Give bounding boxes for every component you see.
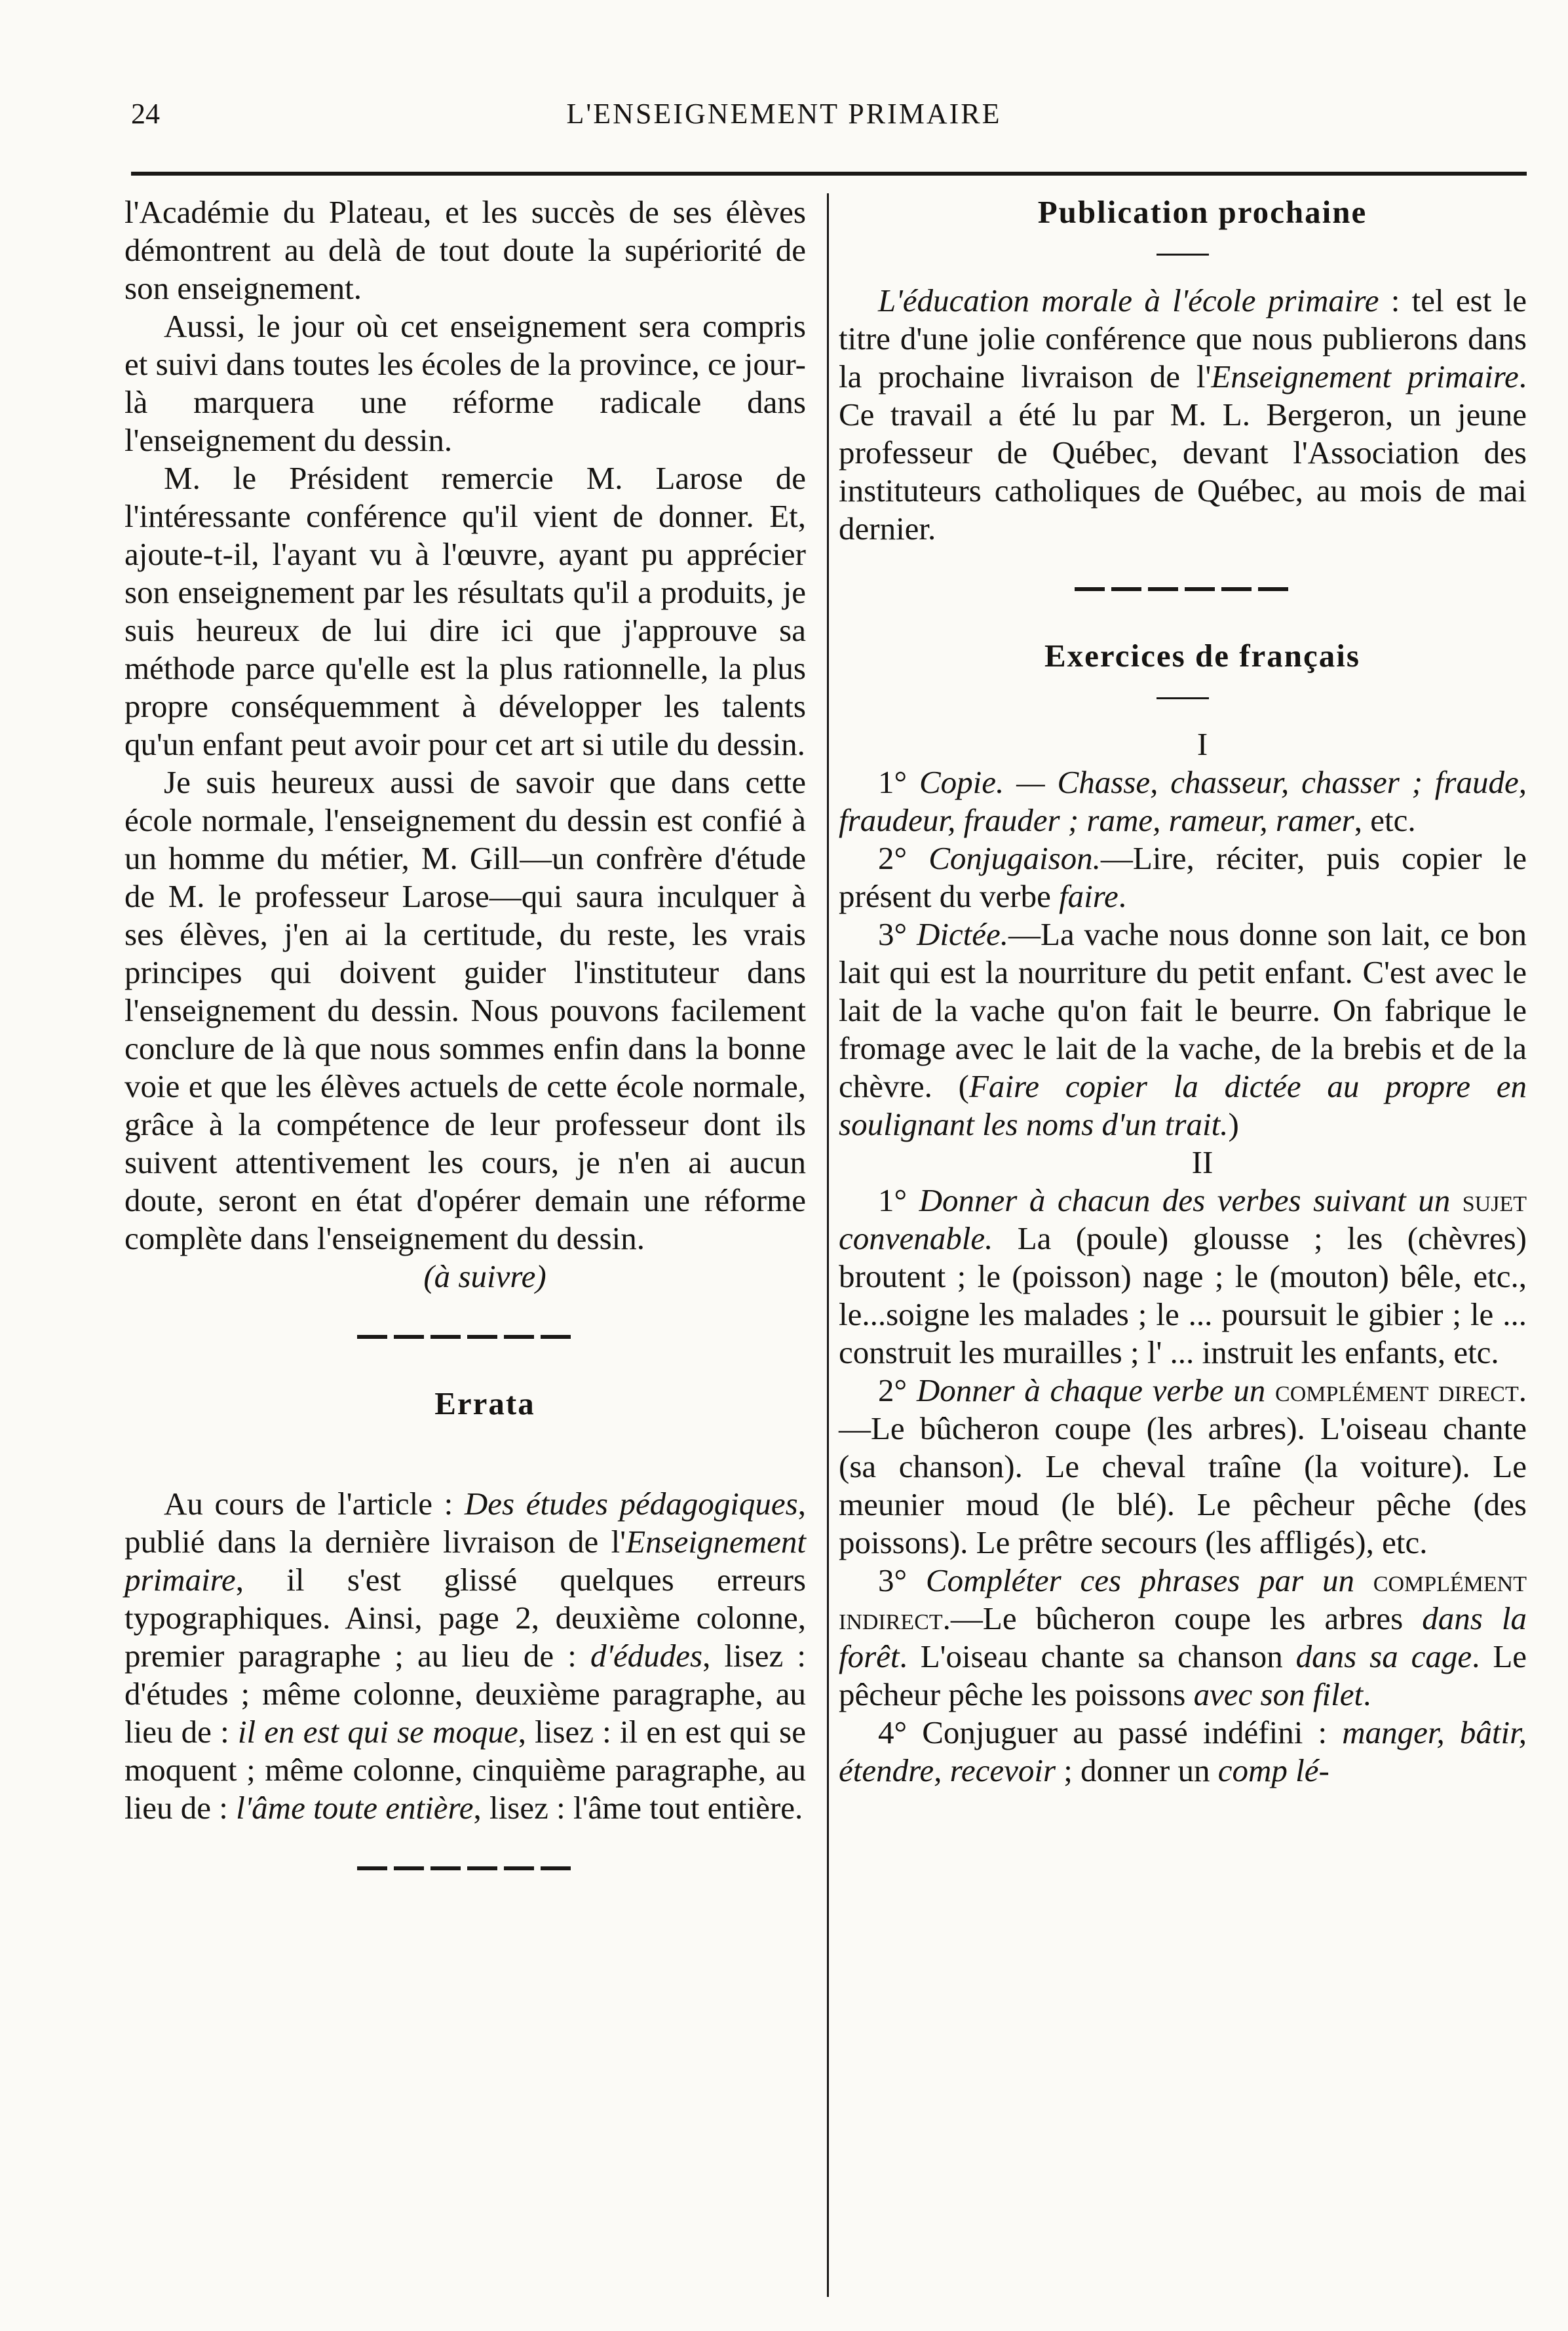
- running-title: L'ENSEIGNEMENT PRIMAIRE: [566, 98, 1002, 130]
- right-column: [839, 193, 1527, 1790]
- paragraph: Aussi, le jour où cet enseignement sera compris et suivi dans toutes les écoles de la province, ce jour-là marquera une réforme radicale dans l'enseignement du dessin.: [124, 308, 806, 458]
- page-header: [0, 97, 1568, 143]
- exercises-heading: Exercices de français: [1044, 638, 1360, 674]
- section-numeral: II: [1191, 1144, 1214, 1180]
- to-be-continued: (à suivre): [423, 1258, 546, 1294]
- errata-paragraph: Au cours de l'article : Des études pédagogiques, publié dans la dernière livraison de l'Enseignement primaire, il s'est glissé quelques erreurs typographiques. Ainsi, page 2, deuxième colonne, premier paragraphe ; au lieu de : d'édudes, lisez : d'études ; même colonne, deuxième paragraphe, au lieu de : il en est qui se moque, lisez : il en est qui se moquent ; même colonne, cinquième paragraphe, au lieu de : l'âme toute entière, lisez : l'âme tout entière.: [124, 1486, 806, 1826]
- publication-heading: Publication prochaine: [1037, 194, 1367, 230]
- exercise-item: 1° Copie. — Chasse, chasseur, chasser ; fraude, fraudeur, frauder ; rame, rameur, ramer, etc.: [839, 764, 1527, 838]
- left-column: [124, 193, 806, 1916]
- exercise-item: 2° Donner à chaque verbe un complément direct.—Le bûcheron coupe (les arbres). L'oiseau chante (sa chanson). Le cheval traîne (la voiture). Le meunier moud (le blé). Le pêcheur pêche (des poissons). Le prêtre secours (les affligés), etc.: [839, 1372, 1527, 1560]
- column-divider: [827, 193, 829, 2297]
- exercise-item: 3° Dictée.—La vache nous donne son lait, ce bon lait qui est la nourriture du petit enfant. C'est avec le lait de la vache qu'on fait le beurre. On fabrique le fromage avec le lait de la vache, de la brebis et de la chèvre. (Faire copier la dictée au propre en soulignant les noms d'un trait.): [839, 916, 1527, 1142]
- exercise-item: 2° Conjugaison.—Lire, réciter, puis copier le présent du verbe faire.: [839, 840, 1527, 914]
- exercise-item: 4° Conjuguer au passé indéfini : manger, bâtir, étendre, recevoir ; donner un comp lé-: [839, 1714, 1527, 1788]
- errata-heading: Errata: [434, 1385, 535, 1421]
- paragraph: l'Académie du Plateau, et les succès de ses élèves démontrent au delà de tout doute la supériorité de son enseignement.: [124, 194, 806, 306]
- section-dash: [1157, 697, 1209, 699]
- section-dash: [1157, 254, 1209, 256]
- section-numeral: I: [1196, 726, 1208, 762]
- paragraph: M. le Président remercie M. Larose de l'intéressante conférence qu'il vient de donner. Et, ajoute-t-il, l'ayant vu à l'œuvre, ayant pu apprécier son enseignement par les résultats qu'il a produits, je suis heureux de lui dire ici que j'approuve sa méthode parce qu'elle est la plus rationnelle, la plus propre conséquemment à développer les talents qu'un enfant peut avoir pour cet art si utile du dessin.: [124, 460, 806, 762]
- ornamental-rule: [357, 1866, 573, 1870]
- ornamental-rule: [1075, 587, 1291, 591]
- page-number: 24: [131, 98, 160, 130]
- paragraph: Je suis heureux aussi de savoir que dans cette école normale, l'enseignement du dessin est confié à un homme du métier, M. Gill—un confrère d'étude de M. le professeur Larose—qui saura inculquer à ses élèves, j'en ai la certitude, du reste, les vrais principes qui doivent guider l'instituteur dans l'enseignement du dessin. Nous pouvons facilement conclure de là que nous sommes enfin dans la bonne voie et que les élèves actuels de cette école normale, grâce à la compétence de leur professeur dont ils suivent attentivement les cours, je n'en ai aucun doute, seront en état d'opérer demain une réforme complète dans l'enseignement du dessin.: [124, 764, 806, 1256]
- paragraph: L'éducation morale à l'école primaire : tel est le titre d'une jolie conférence que nous publierons dans la prochaine livraison de l'Enseignement primaire. Ce travail a été lu par M. L. Bergeron, un jeune professeur de Québec, devant l'Association des instituteurs catholiques de Québec, au mois de mai dernier.: [839, 282, 1527, 547]
- exercise-item: 3° Compléter ces phrases par un complément indirect.—Le bûcheron coupe les arbres dans la forêt. L'oiseau chante sa chanson dans sa cage. Le pêcheur pêche les poissons avec son filet.: [839, 1562, 1527, 1712]
- ornamental-rule: [357, 1335, 573, 1339]
- header-rule: [131, 172, 1527, 176]
- exercise-item: 1° Donner à chacun des verbes suivant un sujet convenable. La (poule) glousse ; les (chèvres) broutent ; le (poisson) nage ; le (mouton) bêle, etc., le...soigne les malades ; le ... poursuit le gibier ; le ... construit les murailles ; l' ... instruit les enfants, etc.: [839, 1182, 1527, 1370]
